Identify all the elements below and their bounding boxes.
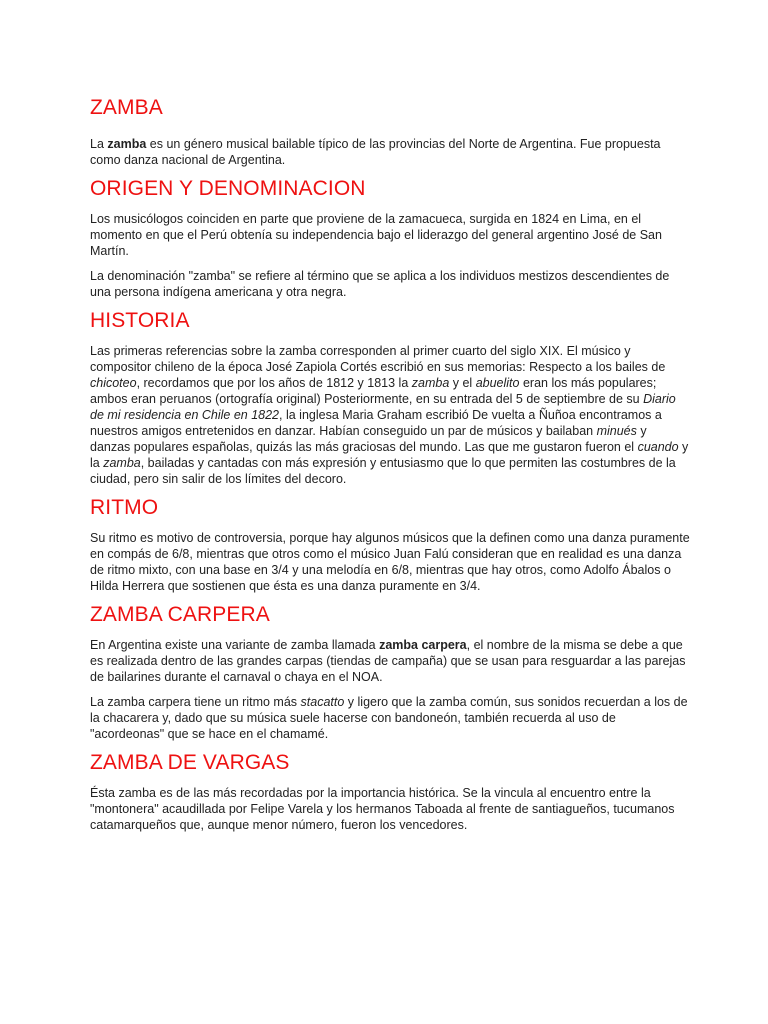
text-run: , bailadas y cantadas con más expresión y entusiasmo que lo que permiten las costumbres de la ciudad, pero sin salir de los límites del decoro.: [90, 456, 676, 486]
italic-text: abuelito: [475, 376, 520, 390]
heading-origen: ORIGEN Y DENOMINACION: [90, 177, 366, 200]
heading-zamba-carpera: ZAMBA CARPERA: [90, 603, 270, 626]
heading-ritmo: RITMO: [90, 496, 159, 519]
paragraph-historia: [90, 343, 690, 487]
text-run: y la: [90, 440, 689, 470]
text-run: y ligero que la zamba común, sus sonidos recuerdan a los de la chacarera y, dado que su música suele hacerse con bandoneón, también recuerda al uso de "acordeonas" que se hace en el chamamé.: [90, 695, 688, 741]
italic-text: zamba: [103, 456, 141, 470]
text-run: En Argentina existe una variante de zamba llamada: [90, 638, 380, 652]
text-run: La: [90, 137, 108, 151]
text-run: es un género musical bailable típico de las provincias del Norte de Argentina. Fue propuesta como danza nacional de Argentina.: [90, 137, 661, 167]
text-run: Ésta zamba es de las más recordadas por la importancia histórica. Se la vincula al encuentro entre la "montonera" acaudillada por Felipe Varela y los hermanos Taboada al frente de santiagueños, tucumanos catamarqueños que, aunque menor número, fueron los vencedores.: [90, 786, 675, 832]
text-run: , el nombre de la misma se debe a que es realizada dentro de las grandes carpas (tiendas de campaña) que se usan para resguardar a las parejas de bailarines durante el carnaval o chaya en el NOA.: [90, 638, 686, 684]
document-content: [90, 96, 690, 842]
paragraph-carpera-2: [90, 694, 690, 742]
italic-text: stacatto: [300, 695, 345, 709]
text-run: La denominación "zamba" se refiere al término que se aplica a los individuos mestizos descendientes de una persona indígena americana y otra negra.: [90, 269, 670, 299]
heading-historia: HISTORIA: [90, 309, 190, 332]
text-run: , recordamos que por los años de 1812 y 1813 la: [136, 376, 412, 390]
text-run: eran los más populares; ambos eran peruanos (ortografía original) Posteriormente, en su entrada del 5 de septiembre de su: [90, 376, 657, 406]
paragraph-origen-1: [90, 211, 690, 259]
bold-text: zamba carpera: [379, 638, 467, 652]
text-run: Su ritmo es motivo de controversia, porque hay algunos músicos que la definen como una danza puramente en compás de 6/8, mientras que otros como el músico Juan Falú consideran que en realidad es una danza de ritmo mixto, con una base en 3/4 y una melodía en 6/8, mientras que hay otros, como Adolfo Ábalos o Hilda Herrera que sostienen que ésta es una danza puramente en 3/4.: [90, 531, 690, 593]
heading-zamba-de-vargas: ZAMBA DE VARGAS: [90, 751, 290, 774]
paragraph-zamba-intro: [90, 136, 690, 168]
text-run: y danzas populares españolas, quizás las más graciosas del mundo. Las que me gustaron fueron el: [90, 424, 647, 454]
text-run: y el: [449, 376, 476, 390]
heading-zamba: ZAMBA: [90, 96, 163, 119]
paragraph-carpera-1: [90, 637, 690, 685]
text-run: Las primeras referencias sobre la zamba corresponden al primer cuarto del siglo XIX. El músico y compositor chileno de la época José Zapiola Cortés escribió en sus memorias: Respecto a los bailes de: [90, 344, 666, 374]
paragraph-ritmo: [90, 530, 690, 594]
italic-text: Diario de mi residencia en Chile en 1822: [90, 392, 676, 422]
paragraph-origen-2: [90, 268, 690, 300]
text-run: Los musicólogos coinciden en parte que proviene de la zamacueca, surgida en 1824 en Lima, en el momento en que el Perú obtenía su independencia bajo el liderazgo del general argentino José de San Martín.: [90, 212, 662, 258]
paragraph-vargas: [90, 785, 690, 833]
italic-text: cuando: [637, 440, 679, 454]
bold-text: zamba: [107, 137, 147, 151]
italic-text: zamba: [411, 376, 450, 390]
text-run: La zamba carpera tiene un ritmo más: [90, 695, 301, 709]
italic-text: chicoteo: [90, 376, 137, 390]
italic-text: minués: [596, 424, 637, 438]
text-run: , la inglesa Maria Graham escribió De vuelta a Ñuñoa encontramos a nuestros amigos entretenidos en danzar. Habían conseguido un par de músicos y bailaban: [90, 408, 662, 438]
